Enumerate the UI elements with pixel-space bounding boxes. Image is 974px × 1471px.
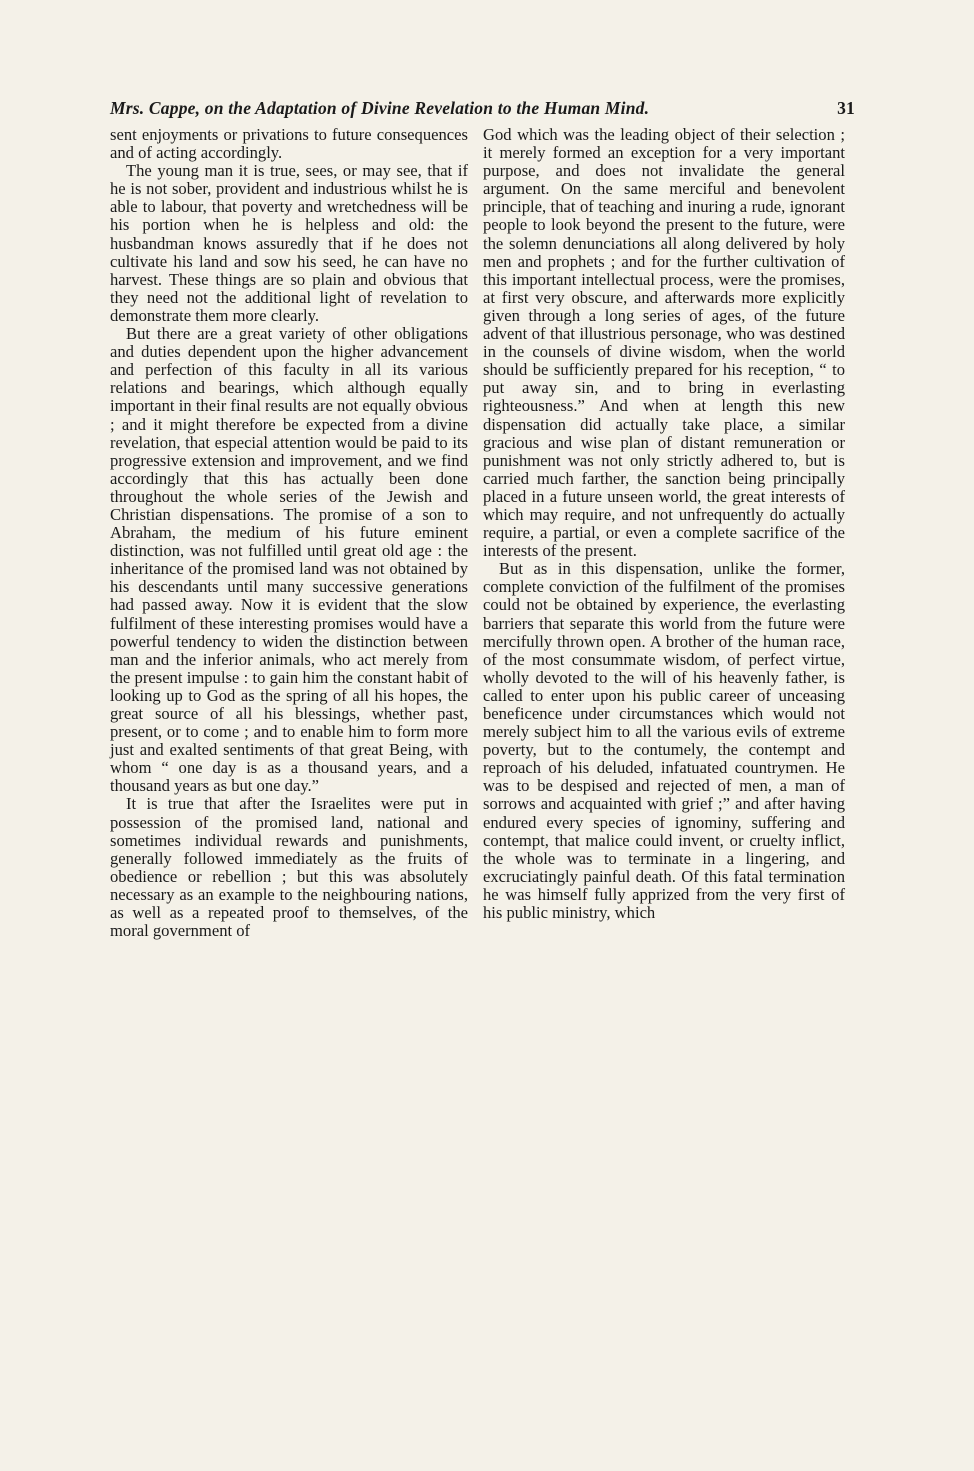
- paragraph: The young man it is true, sees, or may see, that if he is not sober, provident and industrious whilst he is able to labour, that poverty and wretchedness will be his portion when he is helpless and old: the husbandman knows assuredly that if he does not cultivate his land and sow his seed, he can have no harvest. These things are so plain and obvious that they need not the additional light of revelation to demonstrate them more clearly.: [110, 161, 468, 325]
- paragraph: sent enjoyments or privations to future consequences and of acting accordingly.: [110, 125, 468, 163]
- running-header: [110, 98, 855, 119]
- paragraph: God which was the leading object of their selection ; it merely formed an exception for a very important purpose, and does not invalidate the general argument. On the same merciful and benevolent principle, that of teaching and inuring a rude, ignorant people to look beyond the present to the future, were the solemn denunciations all along delivered by holy men and prophets ; and for the further cultivation of this important intellectual process, were the promises, at first very obscure, and afterwards more explicitly given through a long series of ages, of the future advent of that illustrious personage, who was destined in the counsels of divine wisdom, when the world should be sufficiently prepared for his reception, “ to put away sin, and to bring in everlasting righteousness.” And when at length this new dispensation did actually take place, a similar gracious and wise plan of distant remuneration or punishment was not only strictly adhered to, but is carried much farther, the sanction being principally placed in a future unseen world, the great interests of which may require, and not unfrequently do actually require, a partial, or even a complete sacrifice of the interests of the present.: [483, 125, 845, 561]
- page-number: 31: [837, 98, 855, 118]
- paragraph: But as in this dispensation, unlike the former, complete conviction of the fulfilment of the promises could not be obtained by experience, the everlasting barriers that separate this world from the future were mercifully thrown open. A brother of the human race, of the most consummate wisdom, of perfect virtue, wholly devoted to the will of his heavenly father, is called to enter upon his public career of unceasing beneficence under circumstances which would not merely subject him to all the various evils of extreme poverty, but to the contumely, the contempt and reproach of his deluded, infatuated countrymen. He was to be despised and rejected of men, a man of sorrows and acquainted with grief ;” and after having endured every species of ignominy, suffering and contempt, that malice could invent, or cruelty inflict, the whole was to terminate in a lingering, and excruciatingly painful death. Of this fatal termination he was himself fully apprized from the very first of his public ministry, which: [483, 559, 845, 923]
- paragraph: But there are a great variety of other obligations and duties dependent upon the higher advancement and perfection of this faculty in all its various relations and bearings, which although equally important in their final results are not equally obvious ; and it might therefore be expected from a divine revelation, that especial attention would be paid to its progressive extension and improvement, and we find accordingly that this has actually been done throughout the whole series of the Jewish and Christian dispensations. The promise of a son to Abraham, the medium of his future eminent distinction, was not fulfilled until great old age : the inheritance of the promised land was not obtained by his descendants until many successive generations had passed away. Now it is evident that the slow fulfilment of these interesting promises would have a powerful tendency to widen the distinction between man and the inferior animals, who act merely from the present impulse : to gain him the constant habit of looking up to God as the spring of all his hopes, the great source of all his blessings, whether past, present, or to come ; and to enable him to form more just and exalted sentiments of that great Being, with whom “ one day is as a thousand years, and a thousand years as but one day.”: [110, 324, 468, 796]
- paragraph: It is true that after the Israelites were put in possession of the promised land, national and sometimes individual rewards and punishments, generally followed immediately as the fruits of obedience or rebellion ; but this was absolutely necessary as an example to the neighbouring nations, as well as a repeated proof to themselves, of the moral government of: [110, 794, 468, 941]
- running-title: Mrs. Cappe, on the Adaptation of Divine Revelation to the Human Mind.: [110, 98, 650, 118]
- right-column: [483, 126, 845, 922]
- left-column: [110, 126, 468, 940]
